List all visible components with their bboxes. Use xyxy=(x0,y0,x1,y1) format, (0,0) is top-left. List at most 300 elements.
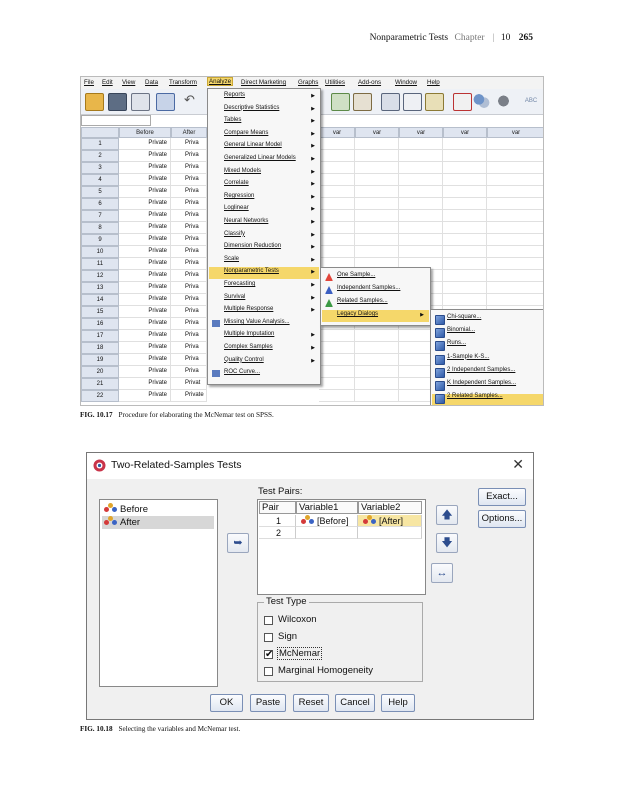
find-icon[interactable] xyxy=(381,93,400,111)
pair-1-variable2[interactable] xyxy=(358,515,422,527)
cell-empty[interactable] xyxy=(355,210,399,222)
cell-after[interactable]: Priva xyxy=(171,138,207,150)
exact-button[interactable]: Exact... xyxy=(478,488,526,506)
submenu-arrow-icon: ▶ xyxy=(311,332,315,339)
row-header[interactable]: 12 xyxy=(81,270,119,282)
menu-item-mixed-models[interactable]: Mixed Models xyxy=(224,167,262,174)
row-header[interactable]: 13 xyxy=(81,282,119,294)
wilcoxon-checkbox[interactable] xyxy=(264,616,273,625)
row-header[interactable]: 10 xyxy=(81,246,119,258)
cell-empty[interactable] xyxy=(355,222,399,234)
cell-empty[interactable] xyxy=(355,174,399,186)
submenu-arrow-icon: ▶ xyxy=(311,206,315,213)
submenu-arrow-icon: ▶ xyxy=(311,294,315,301)
cell-before[interactable]: Private xyxy=(119,150,171,162)
cell-empty[interactable] xyxy=(319,342,355,354)
cell-after[interactable]: Priva xyxy=(171,162,207,174)
cell-empty[interactable] xyxy=(355,330,399,342)
menu-item-generalized-linear-models[interactable]: Generalized Linear Models xyxy=(224,155,296,161)
cell-before[interactable]: Private xyxy=(119,390,171,402)
pair-2-variable2[interactable] xyxy=(358,527,422,539)
spss-window xyxy=(80,76,544,406)
cell-empty[interactable] xyxy=(319,174,355,186)
submenu-arrow-icon: ▶ xyxy=(311,168,315,175)
swap-button[interactable] xyxy=(431,563,453,583)
cell-empty[interactable] xyxy=(355,354,399,366)
caption-label: FIG. 10.18 xyxy=(80,725,113,733)
row-header[interactable]: 18 xyxy=(81,342,119,354)
legacy-test-icon xyxy=(435,394,445,404)
variable-list[interactable] xyxy=(99,499,218,687)
cell-empty[interactable] xyxy=(443,222,487,234)
cell-before[interactable]: Private xyxy=(119,330,171,342)
cell-empty[interactable] xyxy=(355,234,399,246)
cell-after[interactable]: Priva xyxy=(171,270,207,282)
cell-empty[interactable] xyxy=(319,186,355,198)
chapter-number: 10 xyxy=(500,33,511,43)
use-sets-icon[interactable] xyxy=(473,93,490,109)
row-header[interactable]: 6 xyxy=(81,198,119,210)
menu-item-classify[interactable]: Classify xyxy=(224,230,246,237)
submenu-arrow-icon: ▶ xyxy=(311,181,315,188)
test-type-group xyxy=(257,596,423,682)
menu-item-multiple-response[interactable]: Multiple Response xyxy=(224,306,274,313)
move-up-button[interactable] xyxy=(436,505,458,525)
menu-item-general-linear-model[interactable]: General Linear Model xyxy=(224,142,282,149)
col-header-var[interactable]: var xyxy=(355,127,399,138)
variable-item-after[interactable] xyxy=(102,516,214,529)
variable2-header: Variable2 xyxy=(358,501,422,514)
cell-after[interactable]: Priva xyxy=(171,210,207,222)
cell-before[interactable]: Private xyxy=(119,210,171,222)
cell-empty[interactable] xyxy=(443,150,487,162)
analysis-icon xyxy=(212,320,220,327)
cell-before[interactable]: Private xyxy=(119,354,171,366)
page-number: 265 xyxy=(518,33,533,43)
figure-caption xyxy=(80,725,240,733)
menu-item-quality-control[interactable]: Quality Control xyxy=(224,356,264,363)
cell-after[interactable]: Priva xyxy=(171,222,207,234)
nonparametric-test-icon xyxy=(325,286,333,294)
menu-help[interactable]: Help xyxy=(427,79,440,86)
cell-empty[interactable] xyxy=(443,270,487,282)
nominal-variable-icon xyxy=(301,515,314,525)
row-header[interactable]: 2 xyxy=(81,150,119,162)
cell-empty[interactable] xyxy=(443,210,487,222)
cell-empty[interactable] xyxy=(487,246,544,258)
legacy-item-1-sample-k-s[interactable]: 1-Sample K-S... xyxy=(447,353,490,360)
row-header[interactable]: 14 xyxy=(81,294,119,306)
open-folder-icon[interactable] xyxy=(85,93,104,111)
wilcoxon-label: Wilcoxon xyxy=(278,614,317,625)
menu-item-compare-means[interactable]: Compare Means xyxy=(224,129,269,136)
paste-button[interactable]: Paste xyxy=(250,694,286,712)
cell-empty[interactable] xyxy=(443,174,487,186)
menu-item-regression[interactable]: Regression xyxy=(224,192,255,199)
caption-label: FIG. 10.17 xyxy=(80,411,113,419)
pair-2-variable1[interactable] xyxy=(296,527,358,539)
submenu-item-legacy-dialogs[interactable]: Legacy Dialogs xyxy=(337,311,379,317)
menu-item-scale[interactable]: Scale xyxy=(224,255,240,262)
row-header[interactable]: 9 xyxy=(81,234,119,246)
cell-after[interactable]: Priva xyxy=(171,234,207,246)
cell-before[interactable]: Private xyxy=(119,294,171,306)
legacy-dialogs-submenu xyxy=(430,309,544,406)
reset-button[interactable]: Reset xyxy=(293,694,329,712)
cell-before[interactable]: Private xyxy=(119,186,171,198)
cell-empty[interactable] xyxy=(355,246,399,258)
running-title: Nonparametric Tests xyxy=(369,33,449,43)
cell-empty[interactable] xyxy=(319,246,355,258)
cell-empty[interactable] xyxy=(399,162,443,174)
submenu-arrow-icon: ▶ xyxy=(311,193,315,200)
arrow-up-icon: 🡅 xyxy=(441,509,453,521)
cell-empty[interactable] xyxy=(319,198,355,210)
submenu-arrow-icon: ▶ xyxy=(311,93,315,99)
value-labels-icon[interactable] xyxy=(453,93,472,111)
cell-after[interactable]: Privat xyxy=(171,378,207,390)
cell-after[interactable]: Priva xyxy=(171,198,207,210)
menu-data[interactable]: Data xyxy=(145,79,159,86)
cell-name-box[interactable] xyxy=(81,115,151,126)
goto-case-icon[interactable] xyxy=(331,93,350,111)
menu-utilities[interactable]: Utilities xyxy=(325,79,345,86)
submenu-arrow-icon: ▶ xyxy=(311,244,315,251)
legacy-test-icon xyxy=(435,381,445,391)
cell-empty[interactable] xyxy=(487,150,544,162)
pair-number: 1 xyxy=(259,515,296,527)
cell-empty[interactable] xyxy=(355,150,399,162)
cell-empty[interactable] xyxy=(355,138,399,150)
undo-icon[interactable]: ↶ xyxy=(184,92,195,107)
pair-header: Pair xyxy=(259,501,296,514)
row-header[interactable]: 21 xyxy=(81,378,119,390)
col-header-after[interactable]: After xyxy=(171,127,207,138)
menu-item-forecasting[interactable]: Forecasting xyxy=(224,281,256,287)
submenu-arrow-icon: ▶ xyxy=(311,130,315,137)
cell-after[interactable]: Priva xyxy=(171,318,207,330)
cell-empty[interactable] xyxy=(399,222,443,234)
nominal-variable-icon xyxy=(363,515,376,525)
submenu-arrow-icon: ▶ xyxy=(311,357,315,364)
menu-item-correlate[interactable]: Correlate xyxy=(224,180,249,187)
cell-after[interactable]: Priva xyxy=(171,150,207,162)
cell-empty[interactable] xyxy=(399,210,443,222)
cell-empty[interactable] xyxy=(443,162,487,174)
variable-label: After xyxy=(120,517,141,528)
dialog-title: Two-Related-Samples Tests xyxy=(111,459,242,471)
submenu-arrow-icon: ▶ xyxy=(420,312,424,318)
cell-after[interactable]: Priva xyxy=(171,306,207,318)
cell-before[interactable]: Private xyxy=(119,318,171,330)
figure-caption xyxy=(80,411,274,419)
cell-before[interactable]: Private xyxy=(119,258,171,270)
cell-empty[interactable] xyxy=(319,162,355,174)
cell-empty[interactable] xyxy=(355,378,399,390)
legacy-item-chi-square[interactable]: Chi-square... xyxy=(447,314,482,320)
submenu-item-one-sample[interactable]: One Sample... xyxy=(337,272,376,278)
cancel-button[interactable]: Cancel xyxy=(335,694,375,712)
close-icon[interactable]: ✕ xyxy=(512,456,524,472)
menu-item-missing-value-analysis[interactable]: Missing Value Analysis... xyxy=(224,318,290,325)
cell-empty[interactable] xyxy=(355,342,399,354)
menu-item-tables[interactable]: Tables xyxy=(224,117,242,124)
menu-direct-marketing[interactable]: Direct Marketing xyxy=(241,79,287,86)
cell-empty[interactable] xyxy=(319,330,355,342)
pair-1-variable1[interactable] xyxy=(296,515,358,527)
pair-variable-text: [After] xyxy=(379,516,404,526)
cell-after[interactable]: Priva xyxy=(171,246,207,258)
menu-addons[interactable]: Add-ons xyxy=(358,79,382,86)
caption-text: Selecting the variables and McNemar test. xyxy=(118,725,241,733)
row-header[interactable]: 11 xyxy=(81,258,119,270)
cell-empty[interactable] xyxy=(443,198,487,210)
col-header-before[interactable]: Before xyxy=(119,127,171,138)
legacy-item-2-independent-samples[interactable]: 2 Independent Samples... xyxy=(447,366,516,373)
help-button[interactable]: Help xyxy=(381,694,415,712)
sign-checkbox[interactable] xyxy=(264,633,273,642)
submenu-arrow-icon: ▶ xyxy=(311,256,315,263)
cell-empty[interactable] xyxy=(399,186,443,198)
cell-after[interactable]: Priva xyxy=(171,354,207,366)
cell-empty[interactable] xyxy=(487,186,544,198)
spell-check-icon[interactable]: ABC xyxy=(524,98,538,104)
two-related-samples-dialog xyxy=(86,452,534,720)
row-header[interactable]: 5 xyxy=(81,186,119,198)
col-header-var[interactable]: var xyxy=(443,127,487,138)
test-pairs-label: Test Pairs: xyxy=(258,486,303,497)
submenu-arrow-icon: ▶ xyxy=(311,307,315,314)
col-header-var[interactable]: var xyxy=(487,127,544,138)
nominal-variable-icon xyxy=(104,516,117,526)
nonparametric-test-icon xyxy=(325,299,333,307)
cell-before[interactable]: Private xyxy=(119,342,171,354)
cell-before[interactable]: Private xyxy=(119,198,171,210)
row-header[interactable]: 19 xyxy=(81,354,119,366)
menu-transform[interactable]: Transform xyxy=(169,79,197,86)
submenu-arrow-icon: ▶ xyxy=(311,219,315,225)
cell-before[interactable]: Private xyxy=(119,162,171,174)
corner-header xyxy=(81,127,119,138)
row-header[interactable]: 1 xyxy=(81,138,119,150)
cell-empty[interactable] xyxy=(487,174,544,186)
dialog-recall-icon[interactable] xyxy=(156,93,175,111)
weight-cases-icon[interactable] xyxy=(425,93,444,111)
submenu-item-related-samples[interactable]: Related Samples... xyxy=(337,298,388,304)
print-icon[interactable] xyxy=(131,93,150,111)
cell-empty[interactable] xyxy=(319,150,355,162)
cell-before[interactable]: Private xyxy=(119,234,171,246)
row-header[interactable]: 22 xyxy=(81,390,119,402)
cell-empty[interactable] xyxy=(319,210,355,222)
cell-empty[interactable] xyxy=(355,186,399,198)
save-icon[interactable] xyxy=(108,93,127,111)
row-header[interactable]: 4 xyxy=(81,174,119,186)
submenu-arrow-icon: ▶ xyxy=(311,105,315,112)
cell-before[interactable]: Private xyxy=(119,366,171,378)
mcnemar-checkbox[interactable] xyxy=(264,650,273,659)
move-down-button[interactable] xyxy=(436,533,458,553)
cell-after[interactable]: Priva xyxy=(171,342,207,354)
spss-dialog-icon xyxy=(93,459,106,472)
submenu-arrow-icon: ▶ xyxy=(311,156,315,162)
row-header[interactable]: 16 xyxy=(81,318,119,330)
legacy-item-binomial[interactable]: Binomial... xyxy=(447,327,476,334)
legacy-item-runs[interactable]: Runs... xyxy=(447,340,467,347)
cell-empty[interactable] xyxy=(487,258,544,270)
test-type-label: Test Type xyxy=(266,596,307,607)
menu-graphs[interactable]: Graphs xyxy=(298,79,319,86)
cell-after[interactable]: Priva xyxy=(171,294,207,306)
arrow-down-icon: 🡇 xyxy=(441,537,453,549)
cell-empty[interactable] xyxy=(443,246,487,258)
cell-empty[interactable] xyxy=(319,354,355,366)
cell-empty[interactable] xyxy=(319,390,355,402)
analyze-menu xyxy=(207,88,321,385)
menu-view[interactable]: View xyxy=(122,79,136,86)
cell-before[interactable]: Private xyxy=(119,270,171,282)
cell-before[interactable]: Private xyxy=(119,246,171,258)
menu-item-roc-curve[interactable]: ROC Curve... xyxy=(224,369,261,376)
cell-empty[interactable] xyxy=(355,162,399,174)
cell-empty[interactable] xyxy=(487,198,544,210)
cell-empty[interactable] xyxy=(443,294,487,306)
cell-empty[interactable] xyxy=(319,366,355,378)
cell-after[interactable]: Priva xyxy=(171,186,207,198)
pair-number: 2 xyxy=(259,527,296,539)
cell-empty[interactable] xyxy=(443,186,487,198)
row-header[interactable]: 8 xyxy=(81,222,119,234)
cell-empty[interactable] xyxy=(443,258,487,270)
nominal-variable-icon xyxy=(104,503,117,513)
cell-empty[interactable] xyxy=(487,210,544,222)
menu-item-neural-networks[interactable]: Neural Networks xyxy=(224,218,269,224)
submenu-arrow-icon: ▶ xyxy=(311,282,315,288)
cell-empty[interactable] xyxy=(399,174,443,186)
cell-empty[interactable] xyxy=(487,234,544,246)
cell-after[interactable]: Private xyxy=(171,390,207,402)
chapter-label: Chapter xyxy=(454,33,485,43)
cell-before[interactable]: Private xyxy=(119,222,171,234)
cell-after[interactable]: Priva xyxy=(171,174,207,186)
submenu-arrow-icon: ▶ xyxy=(311,269,315,276)
cell-empty[interactable] xyxy=(355,198,399,210)
cell-after[interactable]: Priva xyxy=(171,330,207,342)
checkmark-icon: ✔ xyxy=(265,649,274,660)
menu-analyze[interactable]: Analyze xyxy=(209,78,232,85)
variable-item-before[interactable] xyxy=(102,503,214,516)
variable1-header: Variable1 xyxy=(296,501,358,514)
menu-item-descriptive-statistics[interactable]: Descriptive Statistics xyxy=(224,104,280,111)
cell-empty[interactable] xyxy=(399,234,443,246)
nonparametric-test-icon xyxy=(325,273,333,281)
legacy-test-icon xyxy=(435,315,445,325)
cell-empty[interactable] xyxy=(399,246,443,258)
cell-after[interactable]: Priva xyxy=(171,282,207,294)
cell-empty[interactable] xyxy=(443,282,487,294)
cell-empty[interactable] xyxy=(487,138,544,150)
legacy-test-icon xyxy=(435,341,445,351)
cell-empty[interactable] xyxy=(443,234,487,246)
row-header[interactable]: 3 xyxy=(81,162,119,174)
legacy-item-2-related-samples[interactable]: 2 Related Samples... xyxy=(447,393,503,400)
show-all-icon[interactable] xyxy=(495,93,512,109)
menu-item-nonparametric-tests[interactable]: Nonparametric Tests xyxy=(224,268,279,275)
menu-file[interactable]: File xyxy=(84,79,94,86)
cell-empty[interactable] xyxy=(487,222,544,234)
cell-empty[interactable] xyxy=(487,294,544,306)
cell-before[interactable]: Private xyxy=(119,138,171,150)
cell-after[interactable]: Priva xyxy=(171,366,207,378)
cell-empty[interactable] xyxy=(319,138,355,150)
legacy-item-k-independent-samples[interactable]: K Independent Samples... xyxy=(447,380,517,386)
cell-empty[interactable] xyxy=(355,366,399,378)
options-button[interactable]: Options... xyxy=(478,510,526,528)
split-file-icon[interactable] xyxy=(403,93,422,111)
menu-item-multiple-imputation[interactable]: Multiple Imputation xyxy=(224,331,275,338)
cell-before[interactable]: Private xyxy=(119,378,171,390)
arrow-left-icon: ➥ xyxy=(233,537,243,549)
legacy-test-icon xyxy=(435,355,445,365)
cell-before[interactable]: Private xyxy=(119,306,171,318)
menu-edit[interactable]: Edit xyxy=(102,79,113,86)
cell-before[interactable]: Private xyxy=(119,282,171,294)
menu-window[interactable]: Window xyxy=(395,79,418,86)
row-header[interactable]: 17 xyxy=(81,330,119,342)
sign-label: Sign xyxy=(278,631,298,642)
move-to-pairs-button[interactable] xyxy=(227,533,249,553)
cell-after[interactable]: Priva xyxy=(171,258,207,270)
row-header[interactable]: 7 xyxy=(81,210,119,222)
cell-empty[interactable] xyxy=(355,390,399,402)
cell-empty[interactable] xyxy=(487,162,544,174)
caption-text: Procedure for elaborating the McNemar test on SPSS. xyxy=(118,411,274,419)
legacy-test-icon xyxy=(435,368,445,378)
menu-item-survival[interactable]: Survival xyxy=(224,293,246,300)
ok-button[interactable]: OK xyxy=(210,694,243,712)
row-header[interactable]: 15 xyxy=(81,306,119,318)
marginal-homogeneity-checkbox[interactable] xyxy=(264,667,273,676)
col-header-var[interactable]: var xyxy=(319,127,355,138)
swap-arrows-icon: ↔ xyxy=(436,567,448,579)
cell-empty[interactable] xyxy=(319,378,355,390)
menu-item-loglinear[interactable]: Loglinear xyxy=(224,205,249,212)
test-pairs-table[interactable] xyxy=(257,499,426,595)
cell-empty[interactable] xyxy=(319,222,355,234)
marginal-homogeneity-label: Marginal Homogeneity xyxy=(278,665,374,676)
dialog-titlebar xyxy=(87,453,533,479)
legacy-test-icon xyxy=(435,328,445,338)
variables-icon[interactable] xyxy=(353,93,372,111)
menu-item-complex-samples[interactable]: Complex Samples xyxy=(224,344,273,350)
row-header[interactable]: 20 xyxy=(81,366,119,378)
running-header: Nonparametric Tests Chapter | 10 265 xyxy=(369,33,533,43)
cell-empty[interactable] xyxy=(443,138,487,150)
menu-item-dimension-reduction[interactable]: Dimension Reduction xyxy=(224,243,282,250)
col-header-var[interactable]: var xyxy=(399,127,443,138)
mcnemar-label: McNemar xyxy=(279,648,321,659)
pair-variable-text: [Before] xyxy=(317,516,349,526)
menu-item-reports[interactable]: Reports xyxy=(224,92,246,98)
cell-before[interactable]: Private xyxy=(119,174,171,186)
cell-empty[interactable] xyxy=(319,234,355,246)
cell-empty[interactable] xyxy=(487,282,544,294)
submenu-item-independent-samples[interactable]: Independent Samples... xyxy=(337,285,401,291)
cell-empty[interactable] xyxy=(399,138,443,150)
cell-empty[interactable] xyxy=(399,198,443,210)
cell-empty[interactable] xyxy=(487,270,544,282)
cell-empty[interactable] xyxy=(399,150,443,162)
